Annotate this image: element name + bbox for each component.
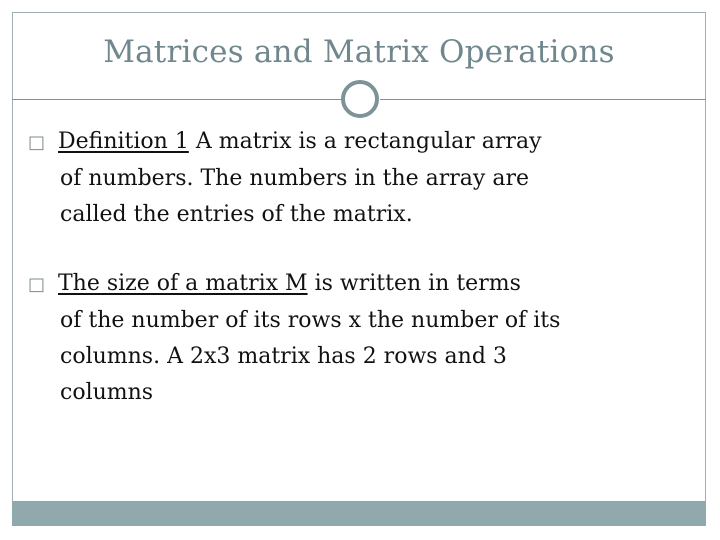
- title-divider-left: [12, 99, 341, 100]
- bullet-continuation-line: of the number of its rows x the number of its: [60, 308, 561, 333]
- title-divider-right: [380, 99, 706, 100]
- circle-ornament-icon: [341, 80, 379, 118]
- bullet-text: A matrix is a rectangular array: [188, 129, 542, 154]
- hollow-square-icon: □: [28, 274, 46, 295]
- bullet-continuation-line: columns. A 2x3 matrix has 2 rows and 3: [60, 344, 507, 369]
- hollow-square-icon: □: [28, 132, 46, 153]
- matrix-size-term: The size of a matrix M: [58, 271, 308, 296]
- bullet-definition: [28, 124, 648, 233]
- bullet-first-line: [28, 124, 648, 161]
- slide-title: Matrices and Matrix Operations: [103, 34, 615, 70]
- bullet-continuation-line: columns: [60, 380, 154, 405]
- bullet-continuation-line: of numbers. The numbers in the array are: [60, 166, 529, 191]
- footer-bar: [12, 501, 706, 526]
- bullet-text: is written in terms: [307, 271, 521, 296]
- bullet-first-line: [28, 266, 648, 303]
- definition-term: Definition 1: [58, 129, 189, 154]
- bullet-matrix-size: [28, 266, 648, 411]
- bullet-continuation-line: called the entries of the matrix.: [60, 202, 413, 227]
